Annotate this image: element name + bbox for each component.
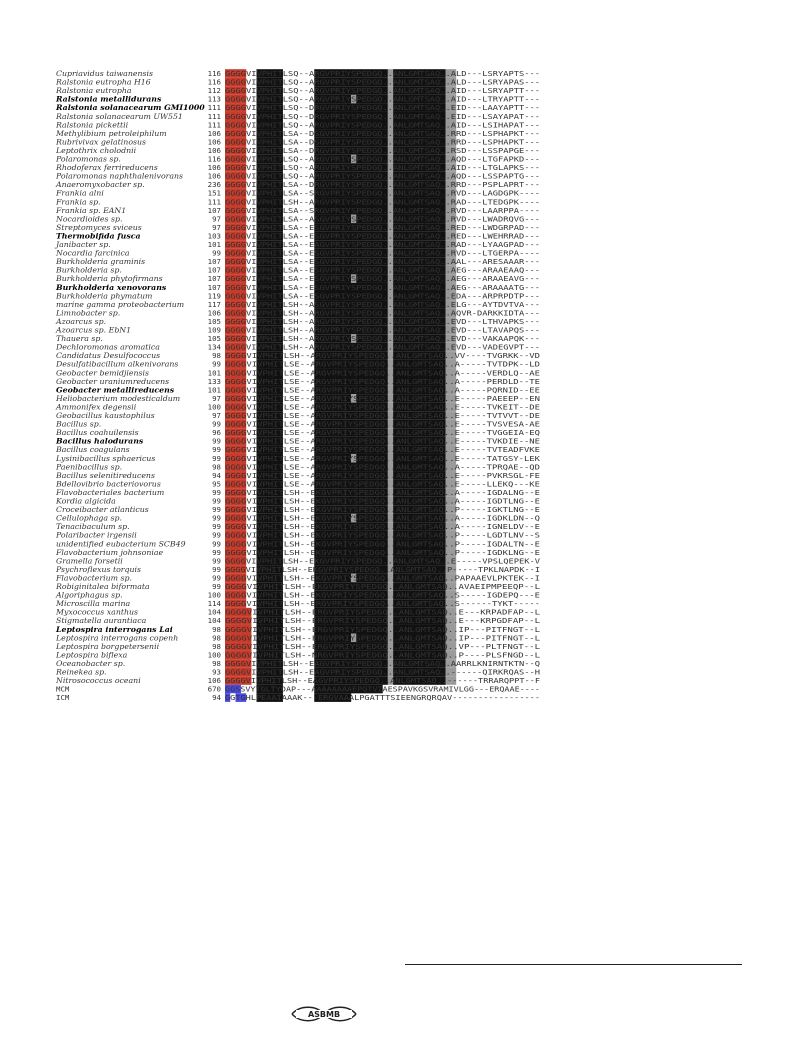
sequence-text: GGGGVIVPHITLSE--ARGVPRIYSPEDGQ..ANLGMTSAQ..E-----TVTVVT--DE [225, 411, 540, 420]
organism-name: Burkholderia sp. [56, 265, 122, 275]
start-position: 107 [207, 265, 221, 275]
organism-name: Flavobacteriales bacterium [56, 487, 165, 497]
start-position: 97 [212, 222, 221, 232]
start-position: 96 [212, 428, 221, 438]
start-position: 104 [207, 607, 221, 617]
organism-name: Tenacibaculum sp. [56, 522, 130, 532]
sequence-text: GGGGVIVPHITLSH--ERGVPRIYSPEDGQ..ANLGMTSAQ..VP---PLTFNGT--L [225, 641, 541, 651]
start-position: 133 [207, 376, 221, 386]
sequence-text: GGGGVIVPHITLSA--ESGVPRIYSPEDGQ..ANLGMTSAQ..RED---LWDGRPAD--- [225, 222, 540, 232]
start-position: 106 [207, 145, 221, 155]
sequence-text: GGGGVIVPHITLSH--ARGVPRIYSPEDGQ..ANLGMTSAQ..EVD---VAKAAPQK--- [225, 334, 540, 344]
sequence-text: GGGGVIVPHITLSH--EKGVPRIYSPEDGQ..ANLGMTSAQ..P-----IGDKLNG--E [225, 547, 540, 557]
start-position: 106 [207, 676, 221, 686]
start-position: 107 [207, 205, 221, 215]
sequence-text: GGGGVIVPHITLSE--ARGVPRIYSPEDGQ..ANLGMTSAQ..E-----TATGSY-LEK [225, 453, 541, 463]
organism-name: Dechloromonas aromatica [56, 342, 160, 352]
sequence-text: GGGGVIVPHITLSQ--ARGVPRIYSPEDGQ..ANLGMTSAQ..AQD---LTGFAPKD--- [225, 154, 540, 164]
start-position: 111 [207, 103, 221, 113]
svg-text:ASBMB: ASBMB [307, 1010, 341, 1019]
organism-name: marine gamma proteobacterium [56, 299, 185, 309]
sequence-text: GGGGVIVPHITLSH--ERGVPRIYSPEDGQ..ANLGMTSAQ..IP---PITFNGT--L [225, 633, 541, 643]
start-position: 116 [207, 154, 221, 164]
start-position: 99 [212, 436, 221, 446]
organism-name: Bdellovibrio bacteriovorus [56, 479, 161, 489]
sequence-text: GGGGVIVPHITLSH--EKGVPRIYSPEDGQ..ANLGMTSAQ..A-----IGDTLNG--E [225, 496, 540, 506]
start-position: 101 [207, 240, 221, 249]
organism-name: Stigmatella aurantiaca [56, 616, 147, 626]
start-position: 114 [207, 599, 221, 609]
start-position: 98 [212, 641, 221, 651]
sequence-text: GGGGVIVPHITLSH--EKGVPRIYSPEDGQ..ANLGMTSAQ..P-----IGDALTN--E [225, 539, 540, 549]
sequence-text: GGGGVIVPHITLSE--ARGVPRIYSPEDGQ..ANLGMTSAQ..A-----TPRQAE--QD [225, 462, 540, 472]
organism-name: Paenibacillus sp. [56, 462, 123, 472]
start-position: 97 [212, 393, 221, 403]
organism-name: Oceanobacter sp. [56, 658, 126, 668]
start-position: 107 [207, 282, 221, 292]
sequence-text: GGGGVIVPHITLSQ--ARGVPRIYSPEDGQ..ANLGMTSAQ..AID---LSRYAPTT--- [225, 86, 540, 96]
sequence-text: GGGGVIVPHITLSH--ERGVPRIYSPEDGQ..ANLGMTSAQ..E---KRPGDFAP--L [225, 616, 541, 626]
start-position: 100 [207, 590, 221, 600]
organism-name: Burkholderia xenovorans [56, 282, 167, 292]
organism-name: Desulfatibacillum alkenivorans [56, 359, 179, 369]
sequence-text: GGGGVIVPHITLSA--ESGVPRIYSPEDGQ..ANLGMTSAQ..RVD---LTGERPA---- [225, 248, 540, 258]
sequence-text: GGGGVIVPHITLSQ--ARGVPRIYSPEDGQ..ANLGMTSAQ..ALD---LSRYAPAS--- [225, 77, 540, 87]
organism-name: Nitrosococcus oceani [56, 676, 141, 686]
sequence-text: GGGGVIVPHITLSA--ESGVPRIYSPEDGQ..ANLGMTSAQ..EDA---ARPRPDTP--- [225, 291, 540, 301]
organism-name: Polaromonas sp. [56, 154, 121, 164]
sequence-text: GGGGVIVPHITLSA--DSGVPRIYSPEDGQ..ANLGMTSAQ..RRD---LSPHAPKT--- [225, 128, 540, 138]
organism-name: Janibacter sp. [56, 240, 111, 249]
organism-name: Algoriphagus sp. [56, 590, 123, 600]
start-position: 99 [212, 496, 221, 506]
start-position: 99 [212, 453, 221, 463]
sequence-text: GGGGVIVPHITLSH--ARGVPRIYSPEDGQ..ANLGMTSAQ..EVD---LTAVAPQS--- [225, 325, 540, 335]
sequence-text: GGGGVIVPHITLSA--DSGVPRIYSPEDGQ..ANLGMTSAQ..RRD---LSPHAPKT--- [225, 137, 540, 147]
start-position: 106 [207, 137, 221, 147]
organism-name: Flavobacterium johnsoniae [56, 547, 164, 557]
organism-name: Anaeromyxobacter sp. [56, 180, 145, 190]
start-position: 98 [212, 658, 221, 668]
organism-name: Methylibium petroleiphilum [56, 128, 167, 138]
start-position: 98 [212, 462, 221, 472]
organism-name: Ralstonia eutropha [56, 86, 132, 96]
sequence-text: GGGGVIVPHITLSE--ARGVPRIYSPEDGQ..ANLGMTSAQ..A-----PQRNID--EE [225, 385, 540, 395]
sequence-text: GGGGVIVPHITLSH--ARGVPRIYSPEDGQ..ANLGMTSAQ..EVD---VADEGVPT--- [225, 342, 540, 352]
sequence-text: GGGGVIVPHITLSA--SRGVPRIYSPEDGQ..ANLGMTSAQ..RVD---LAARPPA---- [225, 205, 540, 215]
organism-name: unidentified eubacterium SCB49 [56, 539, 186, 549]
start-position: 107 [207, 257, 221, 267]
organism-name: Geobacillus kaustophilus [56, 411, 155, 420]
sequence-text: GGGGVIVPHITLSA--ASGVPRIYSPEDGQ..ANLGMTSAQ..RVD---LWADRQVG--- [225, 214, 540, 224]
sequence-text: GGGGVIVPHITLSH--EKGVPRIYSPEDGQ..ANLGMTSAQ..P-----TPKLNAPDK--I [225, 564, 540, 574]
start-position: 99 [212, 419, 221, 429]
start-position: 97 [212, 214, 221, 224]
organism-name: Polaribacter irgensii [56, 530, 137, 540]
sequence-text: GGGGVIVPHITLSE--ARGVPRIYSPEDGQ..ANLGMTSAQ..E-----TVSVESA-AE [225, 419, 540, 429]
start-position: 151 [207, 188, 221, 198]
sequence-text: GGGGVIVPHITLSA--ESGVPRIYSPEDGQ..ANLGMTSAQ..AAL---ARESAAAR--- [225, 257, 540, 267]
sequence-text: GGGGVIVPHITLSQ--ARGVPRIYSPEDGQ..ANLGMTSAQ..AQD---LSSPAPTG--- [225, 171, 540, 181]
start-position: 100 [207, 650, 221, 660]
start-position: 99 [212, 530, 221, 540]
sequence-text: GGGGVIVPHITLSQ--ARGVPRIYSPEDGQ..ANLGMTSAQ..AID---LSIHAPAT--- [225, 120, 540, 130]
start-position: 99 [212, 505, 221, 515]
start-position: 670 [207, 684, 221, 694]
organism-name: Ralstonia solanacearum GMI1000 [56, 103, 205, 113]
sequence-text: GGGGVIVPHITLSH--EAGVPRIYSPEDGQ..ANLGMTSAQ..------QIRKRQAS--H [225, 667, 540, 677]
organism-name: Kordia algicida [56, 496, 116, 506]
start-position: 99 [212, 248, 221, 258]
start-position: 99 [212, 539, 221, 549]
sequence-text: GGGGVIVPHITLSH--EAGVPRIYSPEDGQ..ANLGMTSAQ..------TRRARQPPT--F [225, 676, 541, 686]
sequence-text: GGGGVIVPHITLSA--EAGVPRIYSPEDGQ..ANLGMTSAQ..RAD---LYAAGPAD--- [225, 240, 540, 249]
sequence-text: GGGGVIVPHITLSE--ARGVPRIYSPEDGQ..ANLGMTSAQ..A-----VERDLQ--AE [225, 368, 540, 378]
sequence-text: GGGGVIVPHITLSH--ERGVPRIYSPEDGQ..ANLGMTSAQ..E---KRPADFAP--L [225, 607, 541, 617]
organism-name: Ralstonia pickettii [56, 120, 129, 130]
start-position: 101 [207, 368, 221, 378]
organism-name: Ralstonia metallidurans [56, 94, 162, 104]
start-position: 109 [207, 325, 221, 335]
sequence-text: GGGGVIVPHITLSA--ESGVPRIYSPEDGQ..ANLGMTSAQ..AEG---ARAAEAVG--- [225, 274, 540, 284]
organism-name: Polaromonas naphthalenivorans [56, 171, 184, 181]
start-position: 99 [212, 522, 221, 532]
sequence-text: GGGGVIVPHITLSH--EKGVPRIYSPEDGQ..ANLGMTSAQ..A-----IGNELDV--E [225, 522, 540, 532]
sequence-text: GGGGVIVPHITLSA--ESGVPRIYSPEDGQ..ANLGMTSAQ..AEG---ARAAAATG--- [225, 282, 540, 292]
start-position: 111 [207, 111, 221, 121]
organism-name: Rhodoferax ferrireducens [56, 163, 158, 173]
sequence-text: GGGGVIVPHITLSH--EKGVPRIYSPEDGQ..ANLGMTSAQ..E-----VPSLQEPEK-V [225, 556, 541, 566]
organism-name: ICM [56, 693, 70, 703]
sequence-text: GGGGVIVPHITLSE--ARGVPRIYSPEDGQ..ANLGMTSAQ..E-----TVTEADFVKE [225, 445, 540, 455]
start-position: 106 [207, 128, 221, 138]
sequence-text: GGGGVIVPHITLSH--ASGVPRIYSPEDGQ..ANLGMTSAQ..ELG---AYTDVTVA--- [225, 299, 540, 309]
organism-name: Frankia alni [56, 188, 104, 198]
sequence-text: GGGGVIVPHITLSE--ARGVPRIYSPEDGQ..ANLGMTSAQ..A-----TVTDPK--LD [225, 359, 540, 369]
sequence-text: GGGGVIVPHITLSH--ARGVPRIYSPEDGQ..ANLGMTSAQ..VV----TVGRKK--VD [225, 351, 540, 361]
organism-name: Bacillus coahuilensis [56, 428, 139, 438]
start-position: 99 [212, 573, 221, 583]
start-position: 99 [212, 556, 221, 566]
start-position: 104 [207, 616, 221, 626]
organism-name: Geobacter metallireducens [56, 385, 175, 395]
sequence-text: GGGGVIVPHITLSA--DRGVPRIYSPEDGQ..ANLGMTSAQ..RSD---LSSPAPGE--- [225, 145, 540, 155]
organism-name: Bacillus coagulans [56, 445, 130, 455]
start-position: 103 [207, 231, 221, 241]
start-position: 99 [212, 487, 221, 497]
sequence-text: GGGGVIVPHITLSQ--ARGVPRIYSPEDGQ..ANLGMTSAQ..AID---LTGLAPKS--- [225, 163, 540, 173]
alignment-row [56, 693, 540, 702]
organism-name: Microscilla marina [56, 599, 131, 609]
start-position: 106 [207, 163, 221, 173]
sequence-text: GGGGVIVPHITLSH--ARGVPRIYSPEDGQ..ANLGMTSAQ..RAD---LTEDGPK---- [225, 197, 540, 207]
start-position: 112 [207, 86, 221, 96]
sequence-text: GGGGVIVPHITLSE--ARGVPRIYSPEDGQ..ANLGMTSAQ..E-----PAEEEP--EN [225, 393, 540, 403]
organism-name: Lysinibacillus sphaericus [56, 453, 156, 463]
organism-name: Croceibacter atlanticus [56, 505, 149, 515]
start-position: 99 [212, 582, 221, 591]
organism-name: Geobacter bemidjiensis [56, 368, 150, 378]
sequence-text: GGGGVIVPHITLSH--EKGVPRIYSPEDGQ..ANLGMTSAQ..A-----IGDALNG--E [225, 487, 540, 497]
sequence-text: GGGGVIVPHITLSH--ERGVPRIYSPEDGQ..ANLGMTSAQ..IP---PITFNGT--L [225, 624, 541, 634]
start-position: 95 [212, 479, 221, 489]
organism-name: Bacillus sp. [56, 419, 102, 429]
start-position: 99 [212, 445, 221, 455]
organism-name: Bacillus halodurans [56, 436, 144, 446]
sequence-text: GGGGVIVPHITLSE--ARGVPRIYSPEDGQ..ANLGMTSAQ..E-----LLEKQ---KE [225, 479, 540, 489]
organism-name: Burkholderia phytofirmans [56, 274, 163, 284]
start-position: 117 [207, 299, 221, 309]
organism-name: Nocardioides sp. [56, 214, 123, 224]
sequence-text: GGGGVIVPHITLSH--EKGVPRIYSPEDGQ..ANLGMTSAQ..A-----IGDKLDN--Q [225, 513, 541, 523]
start-position: 98 [212, 633, 221, 643]
sequence-text: GGGGVIVPHITLSQ--ARGVPRIYSPEDGQ..ANLGMTSAQ..AID---LTRYAPTT--- [225, 94, 540, 104]
start-position: 94 [212, 693, 221, 703]
start-position: 99 [212, 359, 221, 369]
start-position: 105 [207, 334, 221, 344]
organism-name: Leptothrix cholodnii [56, 145, 137, 155]
sequence-text: GGGGVIVPHITLSE--ARGVPRIYSPEDGQ..ANLGMTSAQ..E-----PVKRSGL-FE [225, 470, 540, 480]
sequence-text: GGGGVIVPHITLSE--ARGVPRIYSPEDGQ..ANLGMTSAQ..E-----TVKDIE--NE [225, 436, 540, 446]
sequence-text: GGGGVIVPHITLSH--EKGVPRIYSPEDGQ..ANLGMTSAQ..AVAEIPMPEEQP--L [225, 582, 541, 591]
organism-name: Leptospira interrogans copenh [56, 633, 179, 643]
start-position: 97 [212, 411, 221, 420]
organism-name: Leptospira borgpetersenii [56, 641, 160, 651]
organism-name: Cupriavidus taiwanensis [56, 69, 153, 78]
sequence-text: GGTGHLPEAAIAAAK---ERGVAAALPGATTTSIEENGRQRQAV----------------- [225, 693, 540, 703]
start-position: 105 [207, 316, 221, 326]
start-position: 99 [212, 547, 221, 557]
organism-name: Ralstonia solanacearum UW551 [56, 111, 183, 121]
start-position: 93 [212, 667, 221, 677]
start-position: 101 [207, 385, 221, 395]
organism-name: Thauera sp. [56, 334, 103, 344]
sequence-text: GGGGVIVPHITLSA--ESGVPRIYSPEDGQ..ANLGMTSAQ..RED---LWEHRRAD--- [225, 231, 540, 241]
organism-name: Thermobifida fusca [56, 231, 141, 241]
start-position: 98 [212, 624, 221, 634]
sequence-text: GGGGVIVPHITLSQ--ARGVPRIYSPEDGQ..ANLGMTSAQ..ALD---LSRYAPTS--- [225, 69, 540, 78]
start-position: 99 [212, 564, 221, 574]
sequence-text: GGGGVIVPHITLSH--EKGVPRIYSPEDGQ..ANLGMTSAQ..PAPAAEVLPKTEK--I [225, 573, 540, 583]
organism-name: Geobacter uraniumreducens [56, 376, 170, 386]
start-position: 113 [207, 94, 221, 104]
start-position: 99 [212, 513, 221, 523]
organism-name: Ralstonia eutropha H16 [56, 77, 151, 87]
organism-name: Robiginitalea biformata [56, 582, 150, 591]
sequence-text: GGGGVIVPHITLSA--ESGVPRIYSPEDGQ..ANLGMTSAQ..AEG---ARAAEAAQ--- [225, 265, 540, 275]
sequence-text: GGGGVIVPHITLSA--DRGVPRIYSPEDGQ..ANLGMTSAQ..RRD---PSPLAPRT--- [225, 180, 540, 190]
organism-name: Candidatus Desulfococcus [56, 351, 161, 361]
organism-name: Frankia sp. EAN1 [56, 205, 127, 215]
organism-name: Azoarcus sp. [56, 316, 107, 326]
organism-name: Reinekea sp. [56, 667, 107, 677]
start-position: 111 [207, 197, 221, 207]
organism-name: Leptospira biflexa [56, 650, 128, 660]
sequence-text: GGGGVIVPHITLSH--NRGVPRIYSPEDGQ..ANLGMTSAQ..P----PLSFNGD--L [225, 650, 541, 660]
sequence-text: GGGGVIVPHITLSH--ARGVPRIYSPEDGQ..ANLGMTSAQ..EVD---LTHVAPKS--- [225, 316, 540, 326]
start-position: 106 [207, 308, 221, 318]
sequence-text: GGGGVIVPHITLSH--EAGVPRIYSPEDGQ..ANLGMTSAQ..AARRLKNIRNTKTN--Q [225, 658, 541, 668]
footer-rule [405, 964, 742, 965]
start-position: 94 [212, 470, 221, 480]
organism-name: Limnobacter sp. [56, 308, 121, 318]
sequence-text: GGGGVIVPHITLSE--ARGVPRIYSPEDGQ..ANLGMTSAQ..A-----PERDLD--TE [225, 376, 540, 386]
organism-name: Nocardia farcinica [56, 248, 130, 258]
sequence-text: GGGGVIVPHITLSQ--DRGVPRIYSPEDGQ..ANLGMTSAQ..EID---LAAYAPTT--- [225, 103, 540, 113]
organism-name: Burkholderia phymatum [56, 291, 153, 301]
organism-name: Psychroflexus torquis [56, 564, 142, 574]
sequence-text: GGGGVIVPHITLSE--ARGVPRIYSPEDGQ..ANLGMTSAQ..E-----TVGGEIA-EQ [225, 428, 541, 438]
sequence-text: GGSSVYTGLTYDAP---AAAAAAAAEPGTVIAESPAVKGSVRAMIVLGG---ERQAAE---- [225, 684, 540, 694]
start-position: 119 [207, 291, 221, 301]
start-position: 98 [212, 351, 221, 361]
organism-name: Gramella forsetii [56, 556, 123, 566]
asbmb-logo-icon [288, 1003, 360, 1025]
organism-name: Burkholderia graminis [56, 257, 146, 267]
organism-name: Frankia sp. [56, 197, 101, 207]
organism-name: Cellulophaga sp. [56, 513, 123, 523]
organism-name: Leptospira interrogans Lai [56, 624, 173, 634]
start-position: 134 [207, 342, 221, 352]
sequence-text: GGGGVIVPHITLSQ--DRGVPRIYSPEDGQ..ANLGMTSAQ..EID---LSAYAPAT--- [225, 111, 540, 121]
sequence-text: GGGGVIVPHITLSH--EKGVPRIYSPEDGQ..ANLGMTSAQ..P-----IGKTLNG--E [225, 505, 540, 515]
start-position: 236 [207, 180, 221, 190]
start-position: 107 [207, 274, 221, 284]
start-position: 100 [207, 402, 221, 412]
organism-name: Heliobacterium modesticaldum [56, 393, 181, 403]
organism-name: Rubrivivax gelatinosus [56, 137, 147, 147]
sequence-text: GGGGVIVPHITLSH--EKGVPRIYSPEDGQ..ANLGMTSAQ..S-----IGDEPQ---E [225, 590, 540, 600]
sequence-text: GGGGVIVPHITLSE--ARGVPRIYSPEDGQ..ANLGMTSAQ..E-----TVKEIT--DE [225, 402, 540, 412]
start-position: 106 [207, 171, 221, 181]
start-position: 116 [207, 69, 221, 78]
organism-name: Ammonifex degensii [56, 402, 137, 412]
organism-name: Myxococcus xanthus [56, 607, 139, 617]
sequence-text: GGGGVIVPHITLSA--SRGVPRIYSPEDGQ..ANLGMTSAQ..RVD---LAGDGPK---- [225, 188, 540, 198]
organism-name: Streptomyces sviceus [56, 222, 142, 232]
sequence-text: GGGGVIVPHITLSH--ARGVPRIYSPEDGQ..ANLGMTSAQ..AQVR-DARKKIDTA--- [225, 308, 540, 318]
sequence-text: GGGGVIVPHITLSH--EKGVPRIYSPEDGQ..ANLGMTSAQ..P-----LGDTLNV--S [225, 530, 540, 540]
organism-name: MCM [56, 684, 70, 694]
organism-name: Flavobacterium sp. [56, 573, 132, 583]
sequence-text: GGGGVIVPHITLSH--ERGVPRIYSPEDGQ..ANLGMTSAQ..S------TYKT----- [225, 599, 540, 609]
start-position: 116 [207, 77, 221, 87]
organism-name: Bacillus selenitireducens [56, 470, 155, 480]
organism-name: Azoarcus sp. EbN1 [56, 325, 132, 335]
start-position: 111 [207, 120, 221, 130]
